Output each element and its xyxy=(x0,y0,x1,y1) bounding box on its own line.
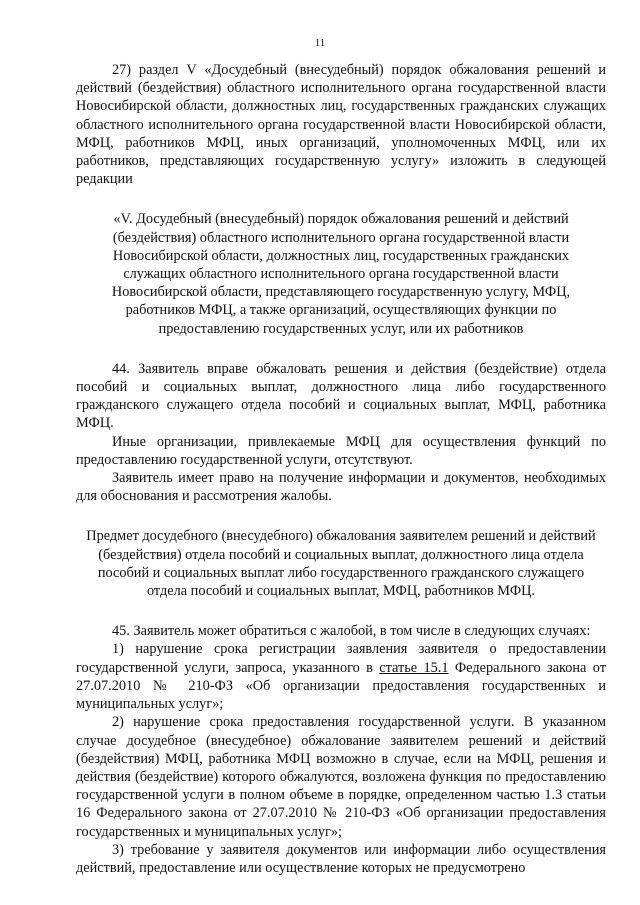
section-v-heading: «V. Досудебный (внесудебный) порядок обжалования решений и действий (бездействия) областного исполнительного органа государственной власти Новосибирской области, должностных лиц, государственных гражданских служащих областного исполнительного органа государственной власти Новосибирской области, представляющего государственную услугу, МФЦ, работников МФЦ, а также организаций, осуществляющих функции по предоставлению государственных услуг, или их работников xyxy=(111,211,571,337)
article-15-1-link[interactable]: статье 15.1 xyxy=(379,659,449,676)
paragraph-44-right-to-information: Заявитель имеет право на получение информации и документов, необходимых для обоснования и рассмотрения жалобы. xyxy=(76,470,606,505)
item-1-text-after: Федерального закона от 27.07.2010 № 210-ФЗ «Об организации предоставления государственных и муниципальных услуг»; xyxy=(76,659,606,713)
paragraph-45: 45. Заявитель может обратиться с жалобой, в том числе в следующих случаях: xyxy=(112,623,591,640)
item-1-text-before: 1) нарушение срока регистрации заявления заявителя о предоставлении государственной услуги, запроса, указанного в xyxy=(76,641,606,676)
paragraph-45-item-2: 2) нарушение срока предоставления государственной услуги. В указанном случае досудебное (внесудебное) обжалование заявителем решений и действий (бездействия) МФЦ, работника МФЦ возможно в случае, если на МФЦ, решения и действия (бездействие) которого обжалуются, возложена функция по предоставлению государственной услуги в полном объеме в порядке, определенном частью 1.3 статьи 16 Федерального закона от 27.07.2010 № 210-ФЗ «Об организации предоставления государственных и муниципальных услуг»; xyxy=(76,714,606,840)
paragraph-27: 27) раздел V «Досудебный (внесудебный) порядок обжалования решений и действий (бездействия) областного исполнительного органа государственной власти Новосибирской области, должностных лиц, государственных гражданских служащих областного исполнительного органа государственной власти Новосибирской области, МФЦ, работников МФЦ, иных организаций, уполномоченных МФЦ, или их работников, представляющих государственную услугу» изложить в следующей редакции xyxy=(76,62,606,188)
document-body xyxy=(76,61,606,877)
paragraph-44-other-organizations: Иные организации, привлекаемые МФЦ для осуществления функций по предоставлению государственной услуги, отсутствуют. xyxy=(76,433,606,468)
page-number: 11 xyxy=(314,37,326,49)
paragraph-45-item-3: 3) требование у заявителя документов или информации либо осуществления действий, предоставление или осуществление которых не предусмотрено xyxy=(76,841,606,876)
paragraph-44: 44. Заявитель вправе обжаловать решения и действия (бездействие) отдела пособий и социальных выплат, должностного лица либо государственного гражданского служащего отдела пособий и социальных выплат, МФЦ, работника МФЦ. xyxy=(76,360,606,432)
paragraph-45-item-1 xyxy=(76,640,606,713)
appeal-subject-heading: Предмет досудебного (внесудебного) обжалования заявителем решений и действий (бездействия) отдела пособий и социальных выплат, должностного лица отдела пособий и социальных выплат либо государственного гражданского служащего отдела пособий и социальных выплат, МФЦ, работников МФЦ. xyxy=(86,528,596,600)
